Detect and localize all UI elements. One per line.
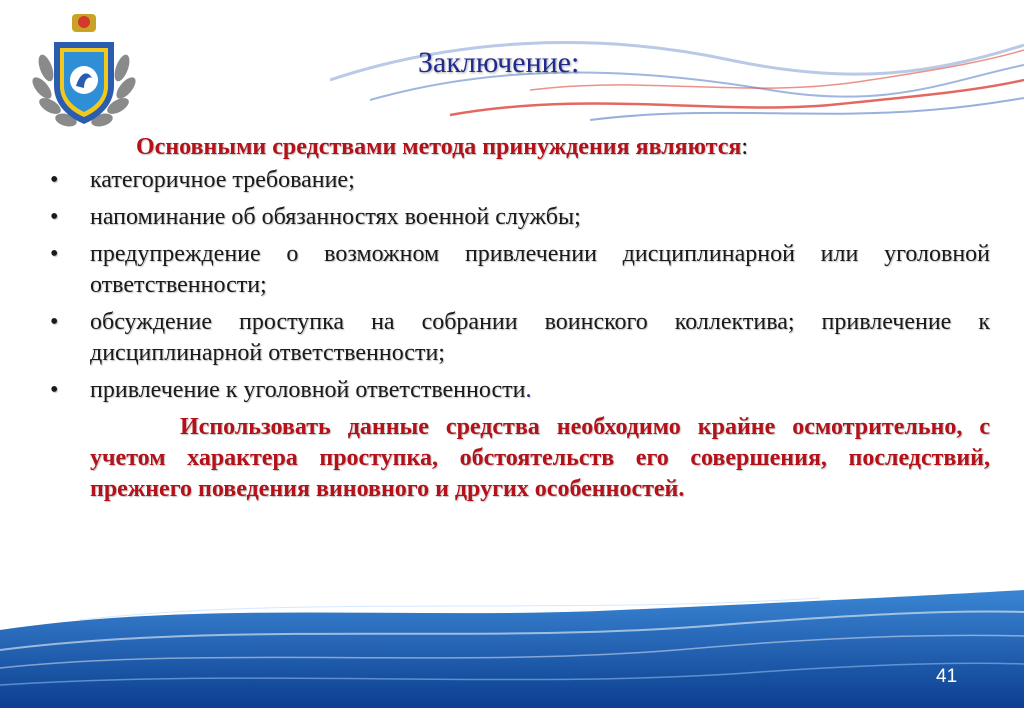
military-academy-emblem-icon (28, 8, 140, 132)
slide-title: Заключение: (418, 46, 580, 79)
bullet-icon: • (50, 167, 59, 193)
list-item-text: обсуждение проступка на собрании воинского коллектива; привлечение к дисциплинарной ответственности; (90, 309, 990, 366)
list-item-text: привлечение к уголовной ответственности (90, 377, 526, 403)
list-item (50, 239, 990, 301)
means-list (50, 165, 990, 406)
list-item (50, 375, 990, 406)
list-heading-colon: : (741, 134, 749, 160)
list-item-text: напоминание об обязанностях военной службы; (90, 204, 581, 230)
list-heading (50, 132, 990, 163)
page-number: 41 (936, 666, 958, 687)
list-item (50, 202, 990, 233)
top-wave-decoration (330, 20, 1024, 140)
list-item-text: предупреждение о возможном привлечении дисциплинарной или уголовной ответственности; (90, 241, 990, 298)
list-item (50, 165, 990, 196)
slide-body (50, 132, 990, 505)
list-heading-text: Основными средствами метода принуждения являются (136, 134, 742, 160)
list-item (50, 307, 990, 369)
list-item-end-dot: . (525, 377, 532, 403)
bottom-wave-decoration (0, 590, 1024, 708)
bullet-icon: • (50, 204, 59, 230)
bullet-icon: • (50, 241, 59, 267)
bullet-icon: • (50, 309, 59, 335)
conclusion-text: Использовать данные средства необходимо крайне осмотрительно, с учетом характера проступка, обстоятельств его совершения, последствий, прежнего поведения виновного и других особенностей. (90, 414, 990, 502)
bullet-icon: • (50, 377, 59, 403)
list-item-text: категоричное требование; (90, 167, 355, 193)
